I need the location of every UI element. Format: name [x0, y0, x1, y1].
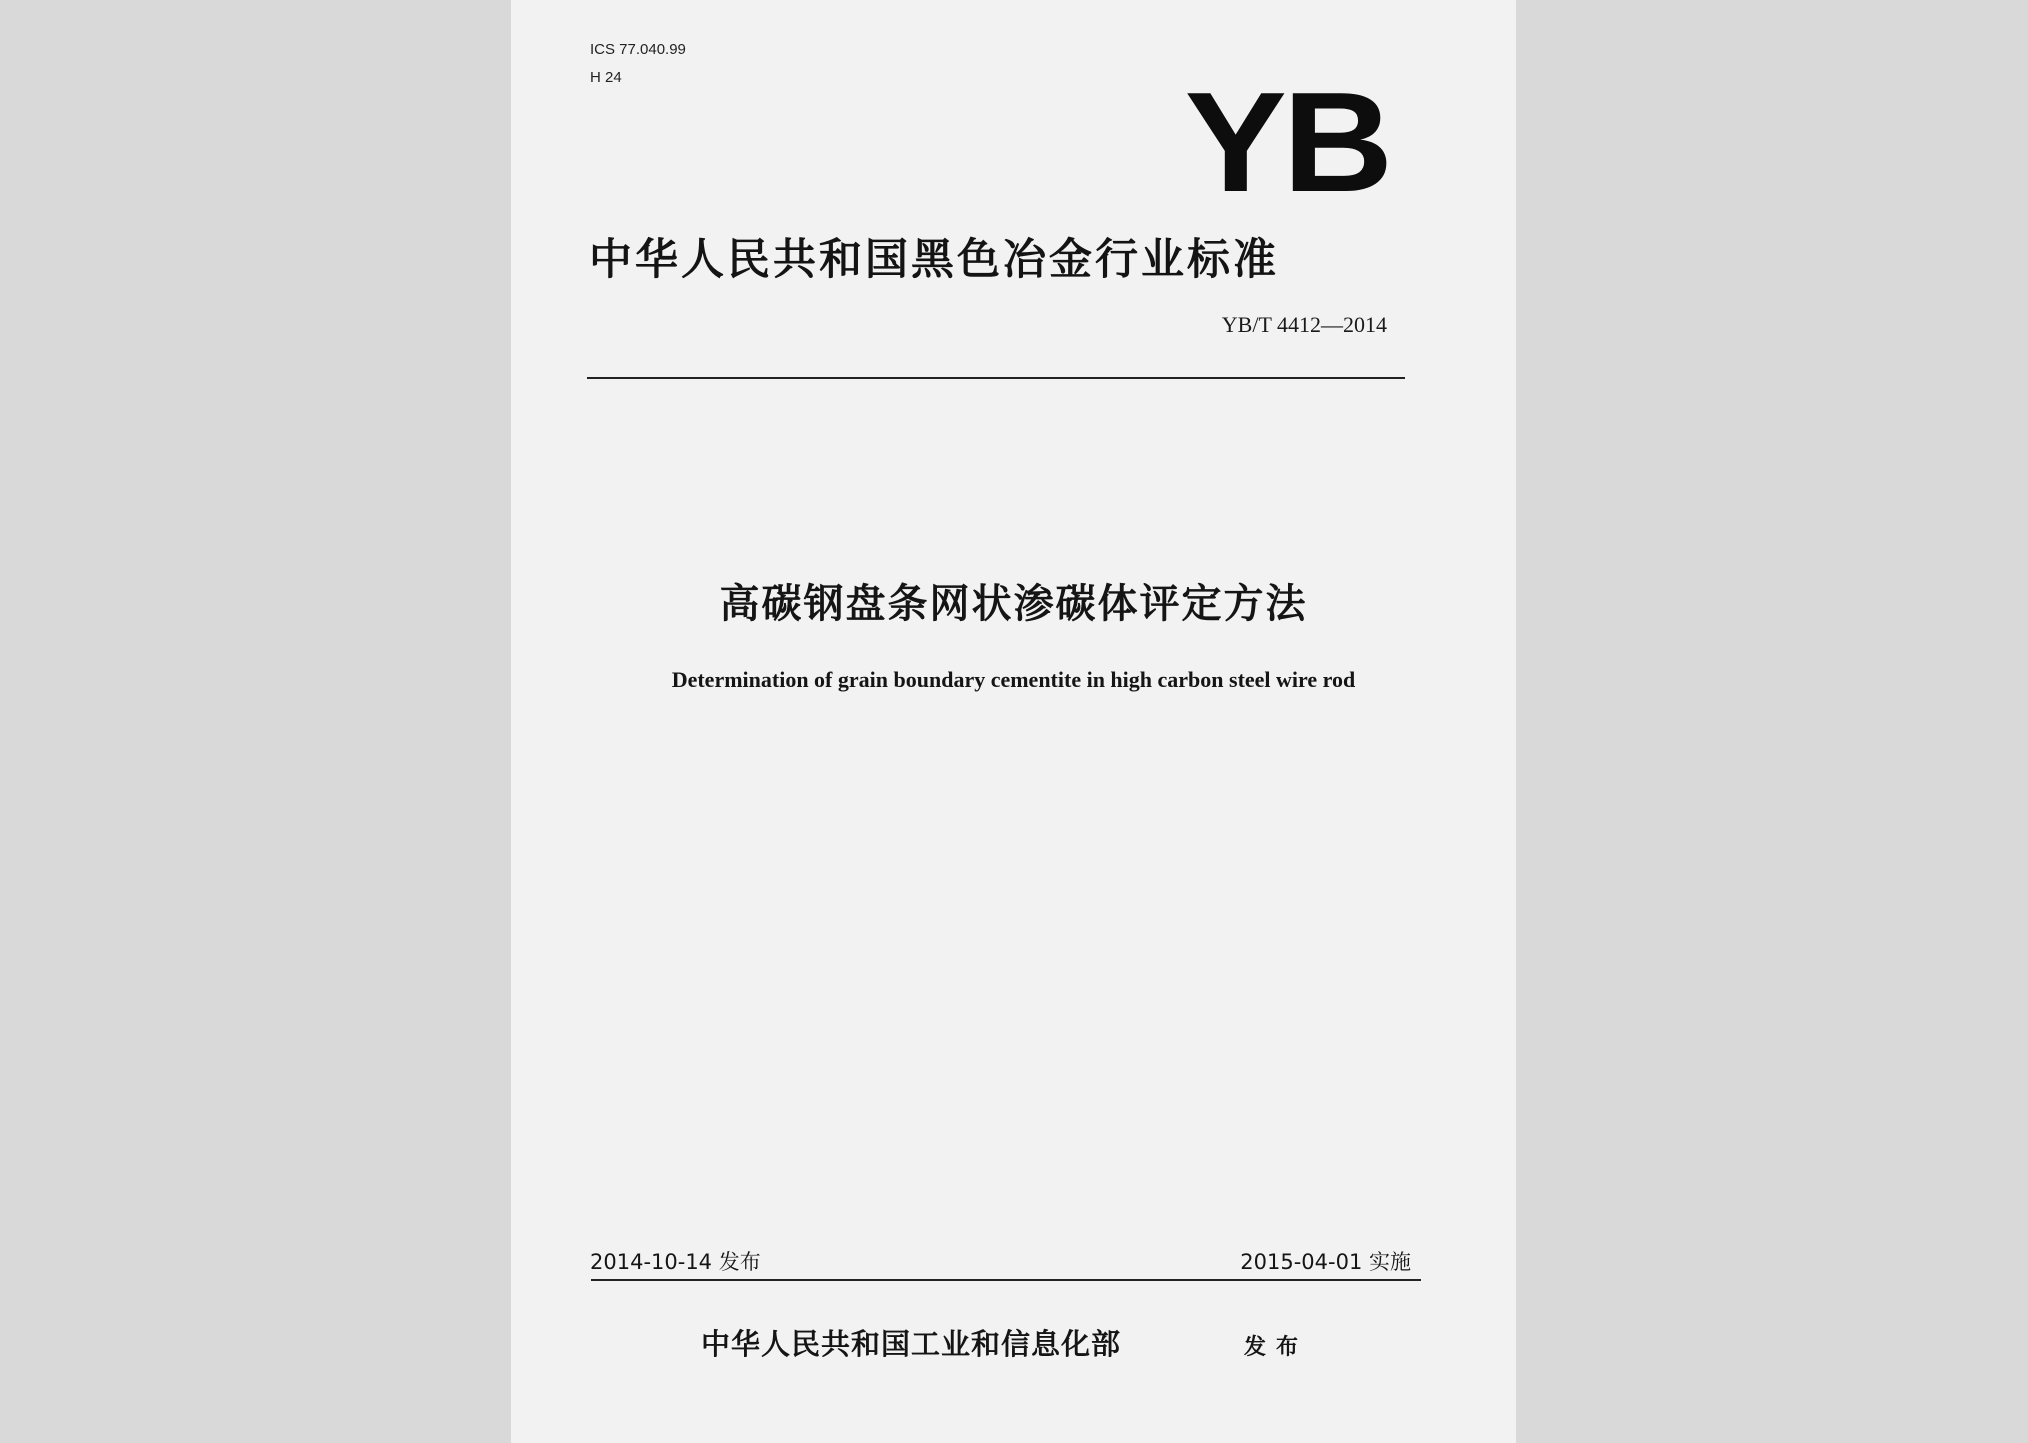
top-divider	[587, 377, 1405, 379]
publisher-name: 中华人民共和国工业和信息化部	[701, 1327, 1122, 1361]
ics-code: ICS 77.040.99	[590, 41, 686, 58]
classification-codes	[590, 36, 686, 92]
issue-date: 2014-10-14 发布	[590, 1250, 761, 1274]
yb-logo: YB	[1184, 63, 1389, 222]
standard-code: YB/T 4412—2014	[1221, 312, 1387, 337]
standard-category-title: 中华人民共和国黑色冶金行业标准	[589, 235, 1279, 285]
document-title-en: Determination of grain boundary cementite in high carbon steel wire rod	[671, 667, 1356, 692]
ccs-code: H 24	[590, 69, 622, 86]
bottom-divider	[591, 1279, 1421, 1281]
implementation-date: 2015-04-01 实施	[1240, 1250, 1411, 1274]
document-title-cn: 高碳钢盘条网状渗碳体评定方法	[719, 581, 1308, 627]
document-page	[511, 0, 1516, 1443]
publish-label: 发布	[1244, 1335, 1309, 1360]
